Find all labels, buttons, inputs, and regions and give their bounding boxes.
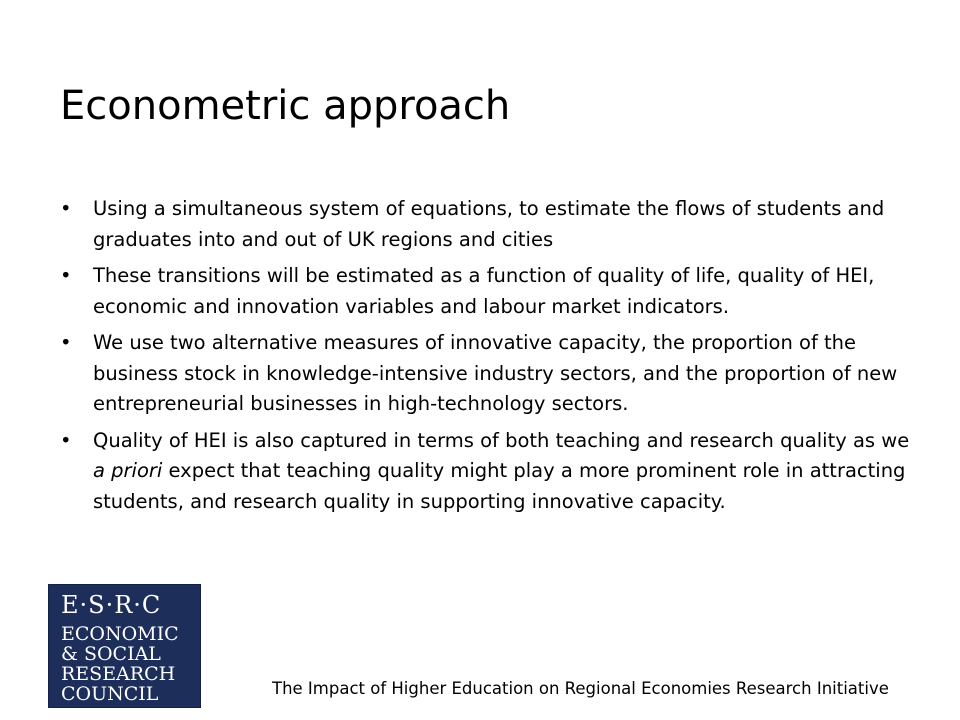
bullet-item [60, 426, 920, 518]
bullet-text-part: expect that teaching quality might play a more prominent role in attracting students, and research quality in supporting innovative capacity. [93, 459, 906, 513]
bullet-item [60, 261, 920, 322]
bullet-icon: • [60, 197, 72, 220]
bullet-item [60, 328, 920, 420]
bullet-icon: • [60, 264, 72, 287]
esrc-logo [48, 584, 201, 708]
logo-line: & SOCIAL [61, 643, 161, 665]
logo-line: RESEARCH [61, 663, 176, 685]
bullet-text: Using a simultaneous system of equations, to estimate the flows of students and graduates into and out of UK regions and cities [93, 197, 885, 251]
bullet-icon: • [60, 331, 72, 354]
bullet-text: These transitions will be estimated as a function of quality of life, quality of HEI, economic and innovation variables and labour market indicators. [93, 264, 875, 318]
logo-acronym: E·S·R·C [61, 591, 162, 619]
logo-line: ECONOMIC [61, 623, 179, 645]
bullet-list [60, 194, 920, 523]
footer-text: The Impact of Higher Education on Regional Economies Research Initiative [272, 679, 889, 698]
bullet-item [60, 194, 920, 255]
bullet-text-part: Quality of HEI is also captured in terms of both teaching and research quality as we [93, 428, 910, 452]
bullet-text [93, 429, 909, 513]
logo-line: COUNCIL [61, 683, 159, 705]
bullet-icon: • [60, 428, 72, 452]
bullet-text-italic: a priori [93, 459, 163, 482]
slide-title: Econometric approach [60, 83, 511, 129]
bullet-text: We use two alternative measures of innovative capacity, the proportion of the business stock in knowledge-intensive industry sectors, and the proportion of new entrepreneurial businesses in high-technology sectors. [93, 331, 898, 415]
